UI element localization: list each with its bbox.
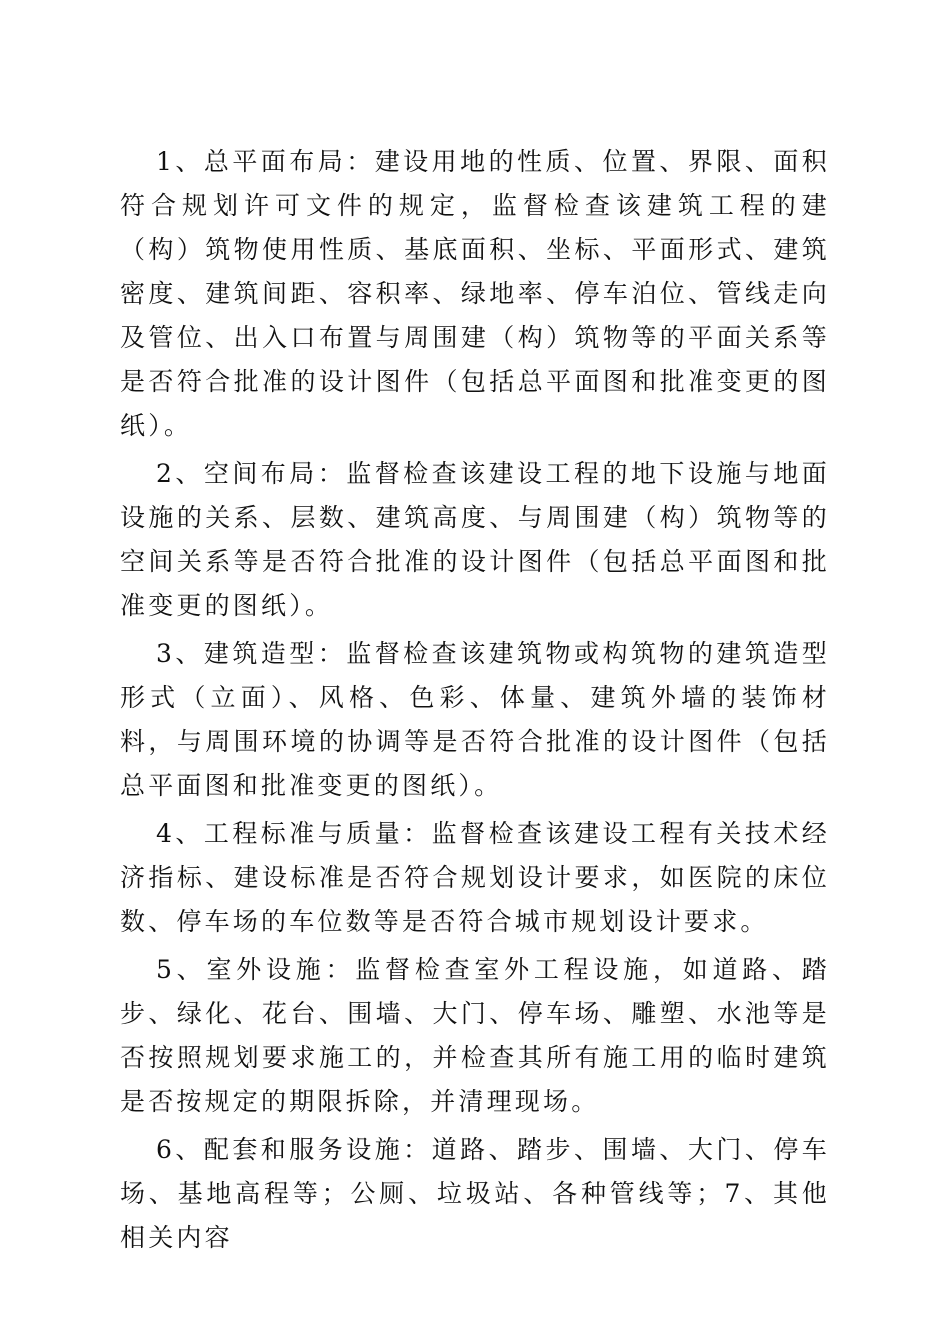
paragraph-building-form: 3、建筑造型：监督检查该建筑物或构筑物的建筑造型形式（立面）、风格、色彩、体量、建筑外墙的装饰材料，与周围环境的协调等是否符合批准的设计图件（包括总平面图和批准变更的图纸）。	[120, 639, 830, 800]
paragraph-total-layout: 1、总平面布局：建设用地的性质、位置、界限、面积符合规划许可文件的规定，监督检查该建筑工程的建（构）筑物使用性质、基底面积、坐标、平面形式、建筑密度、建筑间距、容积率、绿地率、停车泊位、管线走向及管位、出入口布置与周围建（构）筑物等的平面关系等是否符合批准的设计图件（包括总平面图和批准变更的图纸）。	[120, 147, 830, 440]
paragraph-spatial-layout: 2、空间布局：监督检查该建设工程的地下设施与地面设施的关系、层数、建筑高度、与周围建（构）筑物等的空间关系等是否符合批准的设计图件（包括总平面图和批准变更的图纸）。	[120, 459, 830, 620]
paragraph-supporting-facilities: 6、配套和服务设施：道路、踏步、围墙、大门、停车场、基地高程等；公厕、垃圾站、各种管线等；7、其他相关内容	[120, 1135, 830, 1252]
paragraph-standards-quality: 4、工程标准与质量：监督检查该建设工程有关技术经济指标、建设标准是否符合规划设计要求，如医院的床位数、停车场的车位数等是否符合城市规划设计要求。	[120, 819, 830, 936]
document-body	[120, 140, 830, 1264]
paragraph-outdoor-facilities: 5、室外设施：监督检查室外工程设施，如道路、踏步、绿化、花台、围墙、大门、停车场、雕塑、水池等是否按照规划要求施工的，并检查其所有施工用的临时建筑是否按规定的期限拆除，并清理现场。	[120, 955, 830, 1116]
